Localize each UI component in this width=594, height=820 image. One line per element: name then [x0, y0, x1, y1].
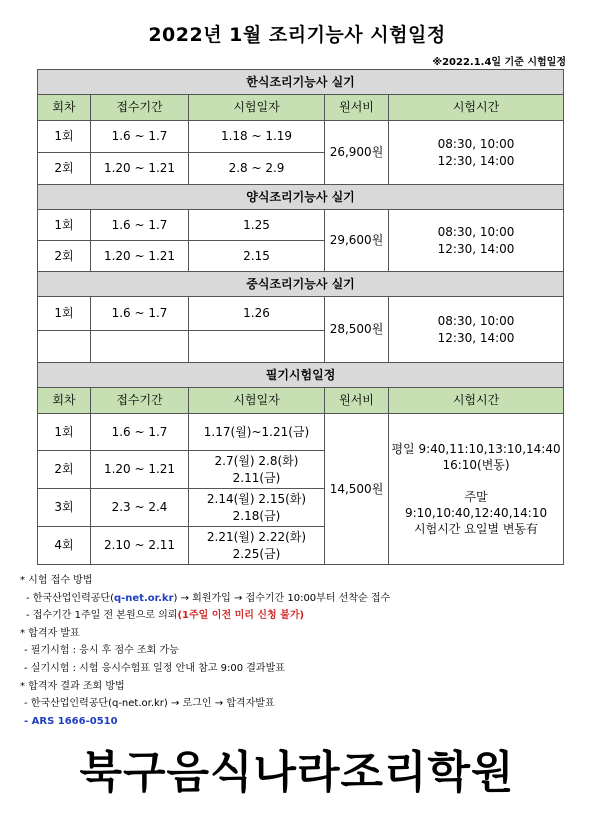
table-row: [38, 121, 564, 153]
date-cell: [189, 451, 325, 489]
section-written-exam: 필기시험일정: [38, 363, 564, 388]
date-cell: 2.8 ~ 2.9: [189, 153, 325, 185]
date-cell: [189, 414, 325, 451]
date-cell: 1.25: [189, 210, 325, 241]
qnet-link[interactable]: q-net.or.kr: [113, 592, 174, 604]
notes-section: [20, 572, 580, 730]
date-cell: [189, 527, 325, 565]
time-line: 16:10(변동): [442, 457, 510, 472]
page-title: 2022년 1월 조리기능사 시험일정: [148, 24, 446, 46]
academy-name: 북구음식나라조리학원: [79, 747, 515, 798]
round-cell: 2회: [38, 153, 91, 185]
table-row: [38, 297, 564, 331]
section-korean-practical: 한식조리기능사 실기: [38, 70, 564, 95]
empty-cell: [189, 331, 325, 363]
period-cell: 2.3 ~ 2.4: [91, 489, 189, 527]
date-cell: 1.18 ~ 1.19: [189, 121, 325, 153]
time-line: 12:30, 14:00: [437, 153, 515, 168]
section-western-practical: 양식조리기능사 실기: [38, 185, 564, 210]
fee-cell: 29,600원: [325, 210, 389, 272]
header-date: 시험일자: [189, 95, 325, 121]
time-line: 평일 9:40,11:10,13:10,14:40: [391, 441, 561, 456]
time-cell: [389, 121, 564, 185]
fee-cell: 28,500원: [325, 297, 389, 363]
header-fee: 원서비: [325, 388, 389, 414]
ars-phone: - ARS 1666-0510: [24, 715, 118, 727]
time-line: 12:30, 14:00: [437, 241, 515, 256]
date-line: 2.7(월) 2.8(화): [214, 454, 299, 469]
header-fee: 원서비: [325, 95, 389, 121]
round-cell: 2회: [38, 451, 91, 489]
round-cell: 4회: [38, 527, 91, 565]
fee-cell: 14,500원: [325, 414, 389, 565]
warning-text: (1주일 이전 미리 신청 불가): [177, 610, 305, 622]
empty-cell: [38, 331, 91, 363]
time-line: 12:30, 14:00: [437, 330, 515, 345]
round-cell: 1회: [38, 297, 91, 331]
note-line: - 한국산업인력공단(q-net.or.kr) → 로그인 → 합격자발표: [24, 698, 275, 710]
date-line: 2.21(월) 2.22(화): [206, 530, 307, 545]
exam-schedule-table: [37, 69, 564, 565]
period-cell: 2.10 ~ 2.11: [91, 527, 189, 565]
time-cell: [389, 297, 564, 363]
period-cell: 1.6 ~ 1.7: [91, 210, 189, 241]
header-round: 회차: [38, 95, 91, 121]
time-line: 주말: [464, 489, 488, 504]
time-line: 08:30, 10:00: [437, 137, 515, 152]
date-line: 1.17(월)~1.21(금): [203, 424, 310, 439]
header-date: 시험일자: [189, 388, 325, 414]
note-heading-apply: * 시험 접수 방법: [20, 575, 93, 586]
reference-date: ※2022.1.4일 기준 시험일정: [432, 57, 566, 68]
note-heading-check: * 합격자 결과 조회 방법: [20, 680, 125, 692]
date-cell: 2.15: [189, 241, 325, 272]
period-cell: 1.20 ~ 1.21: [91, 241, 189, 272]
header-round: 회차: [38, 388, 91, 414]
header-time: 시험시간: [389, 95, 564, 121]
date-line: 2.14(월) 2.15(화): [206, 492, 307, 507]
time-cell: [389, 210, 564, 272]
header-period: 접수기간: [91, 388, 189, 414]
round-cell: 2회: [38, 241, 91, 272]
round-cell: 3회: [38, 489, 91, 527]
table-row: [38, 414, 564, 451]
time-line: 08:30, 10:00: [437, 225, 515, 240]
header-time: 시험시간: [389, 388, 564, 414]
section-chinese-practical: 중식조리기능사 실기: [38, 272, 564, 297]
header-period: 접수기간: [91, 95, 189, 121]
date-line: 2.25(금): [232, 546, 281, 561]
note-line: - 접수기간 1주일 전 본원으로 의뢰(1주일 이전 미리 신청 불가): [26, 610, 305, 622]
time-line: 9:10,10:40,12:40,14:10: [404, 506, 548, 521]
period-cell: 1.6 ~ 1.7: [91, 121, 189, 153]
table-row: [38, 210, 564, 241]
date-cell: 1.26: [189, 297, 325, 331]
period-cell: 1.6 ~ 1.7: [91, 297, 189, 331]
round-cell: 1회: [38, 414, 91, 451]
round-cell: 1회: [38, 121, 91, 153]
empty-cell: [91, 331, 189, 363]
date-line: 2.18(금): [232, 508, 281, 523]
note-heading-pass: * 합격자 발표: [20, 627, 80, 639]
note-line: - 필기시험 : 응시 후 점수 조회 가능: [24, 645, 179, 657]
period-cell: 1.20 ~ 1.21: [91, 451, 189, 489]
time-line: 시험시간 요일별 변동有: [414, 522, 539, 537]
time-cell: [389, 414, 564, 565]
fee-cell: 26,900원: [325, 121, 389, 185]
date-line: 2.11(금): [232, 470, 281, 485]
round-cell: 1회: [38, 210, 91, 241]
time-line: 08:30, 10:00: [437, 314, 515, 329]
note-line: - 한국산업인력공단(q-net.or.kr) → 회원가입 → 접수기간 10:00부터 선착순 접수: [26, 592, 391, 604]
period-cell: 1.20 ~ 1.21: [91, 153, 189, 185]
date-cell: [189, 489, 325, 527]
note-line: - 실기시험 : 시험 응시수험표 일정 안내 참고 9:00 결과발표: [24, 662, 285, 674]
period-cell: 1.6 ~ 1.7: [91, 414, 189, 451]
